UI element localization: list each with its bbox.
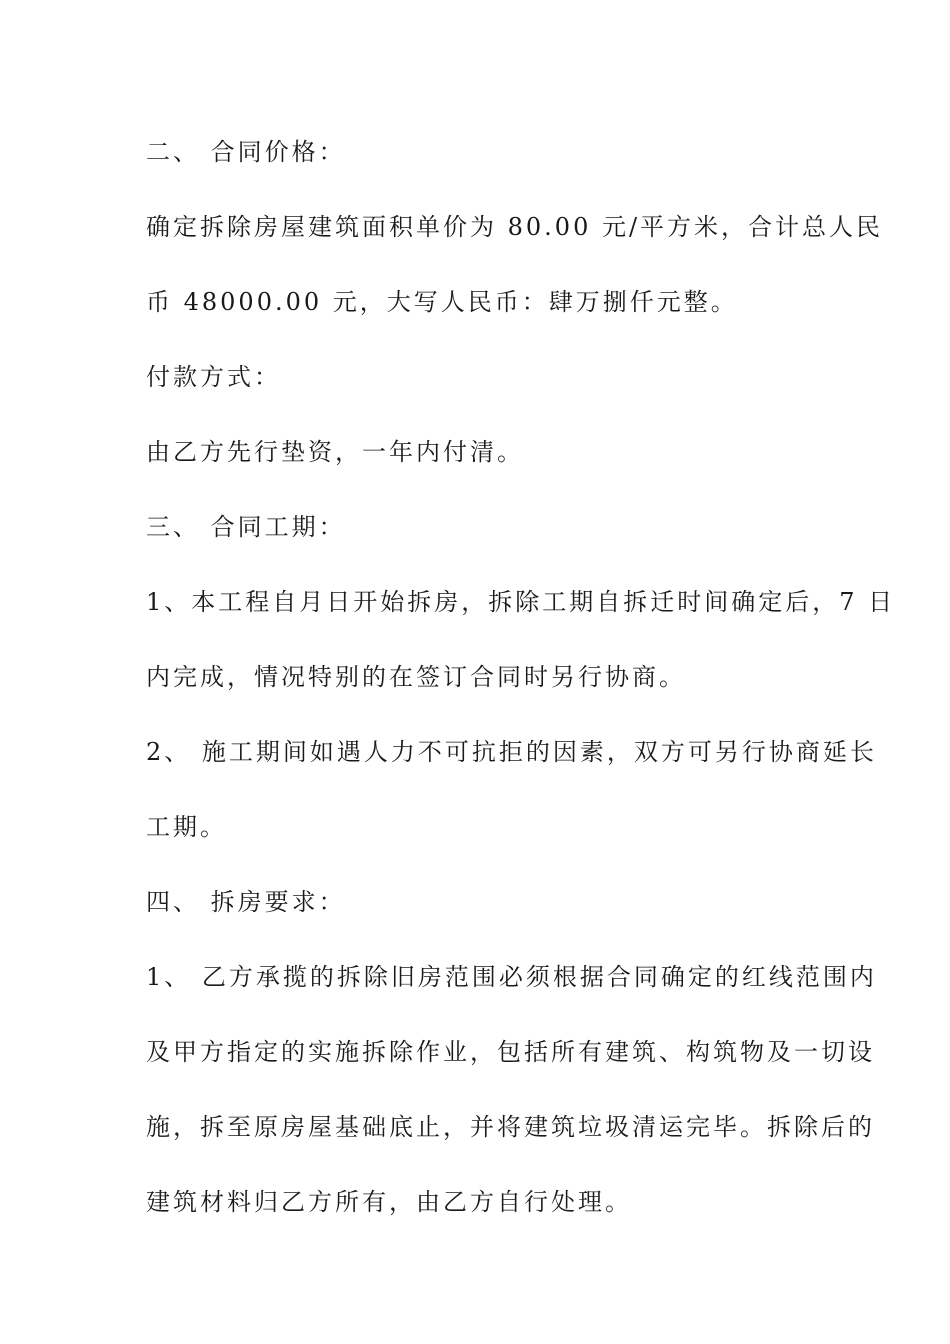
paragraph-line: 建筑材料归乙方所有，由乙方自行处理。: [146, 1188, 632, 1216]
paragraph-line: 施，拆至原房屋基础底止，并将建筑垃圾清运完毕。拆除后的: [146, 1113, 875, 1141]
paragraph-line: 内完成，情况特别的在签订合同时另行协商。: [146, 663, 686, 691]
paragraph-line: 确定拆除房屋建筑面积单价为 80.00 元/平方米，合计总人民: [146, 213, 884, 241]
paragraph-line: 1、 乙方承揽的拆除旧房范围必须根据合同确定的红线范围内: [146, 963, 877, 991]
paragraph-line: 由乙方先行垫资，一年内付清。: [146, 438, 524, 466]
section-heading-contract-period: 三、 合同工期：: [146, 513, 346, 541]
paragraph-line: 1、本工程自月日开始拆房，拆除工期自拆迁时间确定后，7 日: [146, 588, 896, 616]
section-heading-contract-price: 二、 合同价格：: [146, 138, 346, 166]
paragraph-line: 工期。: [146, 813, 227, 841]
section-heading-demolition-requirements: 四、 拆房要求：: [146, 888, 346, 916]
paragraph-line: 2、 施工期间如遇人力不可抗拒的因素，双方可另行协商延长: [146, 738, 877, 766]
paragraph-line: 币 48000.00 元，大写人民币：肆万捌仟元整。: [146, 288, 738, 316]
paragraph-line: 及甲方指定的实施拆除作业，包括所有建筑、构筑物及一切设: [146, 1038, 875, 1066]
subheading-payment-method: 付款方式：: [146, 363, 281, 391]
